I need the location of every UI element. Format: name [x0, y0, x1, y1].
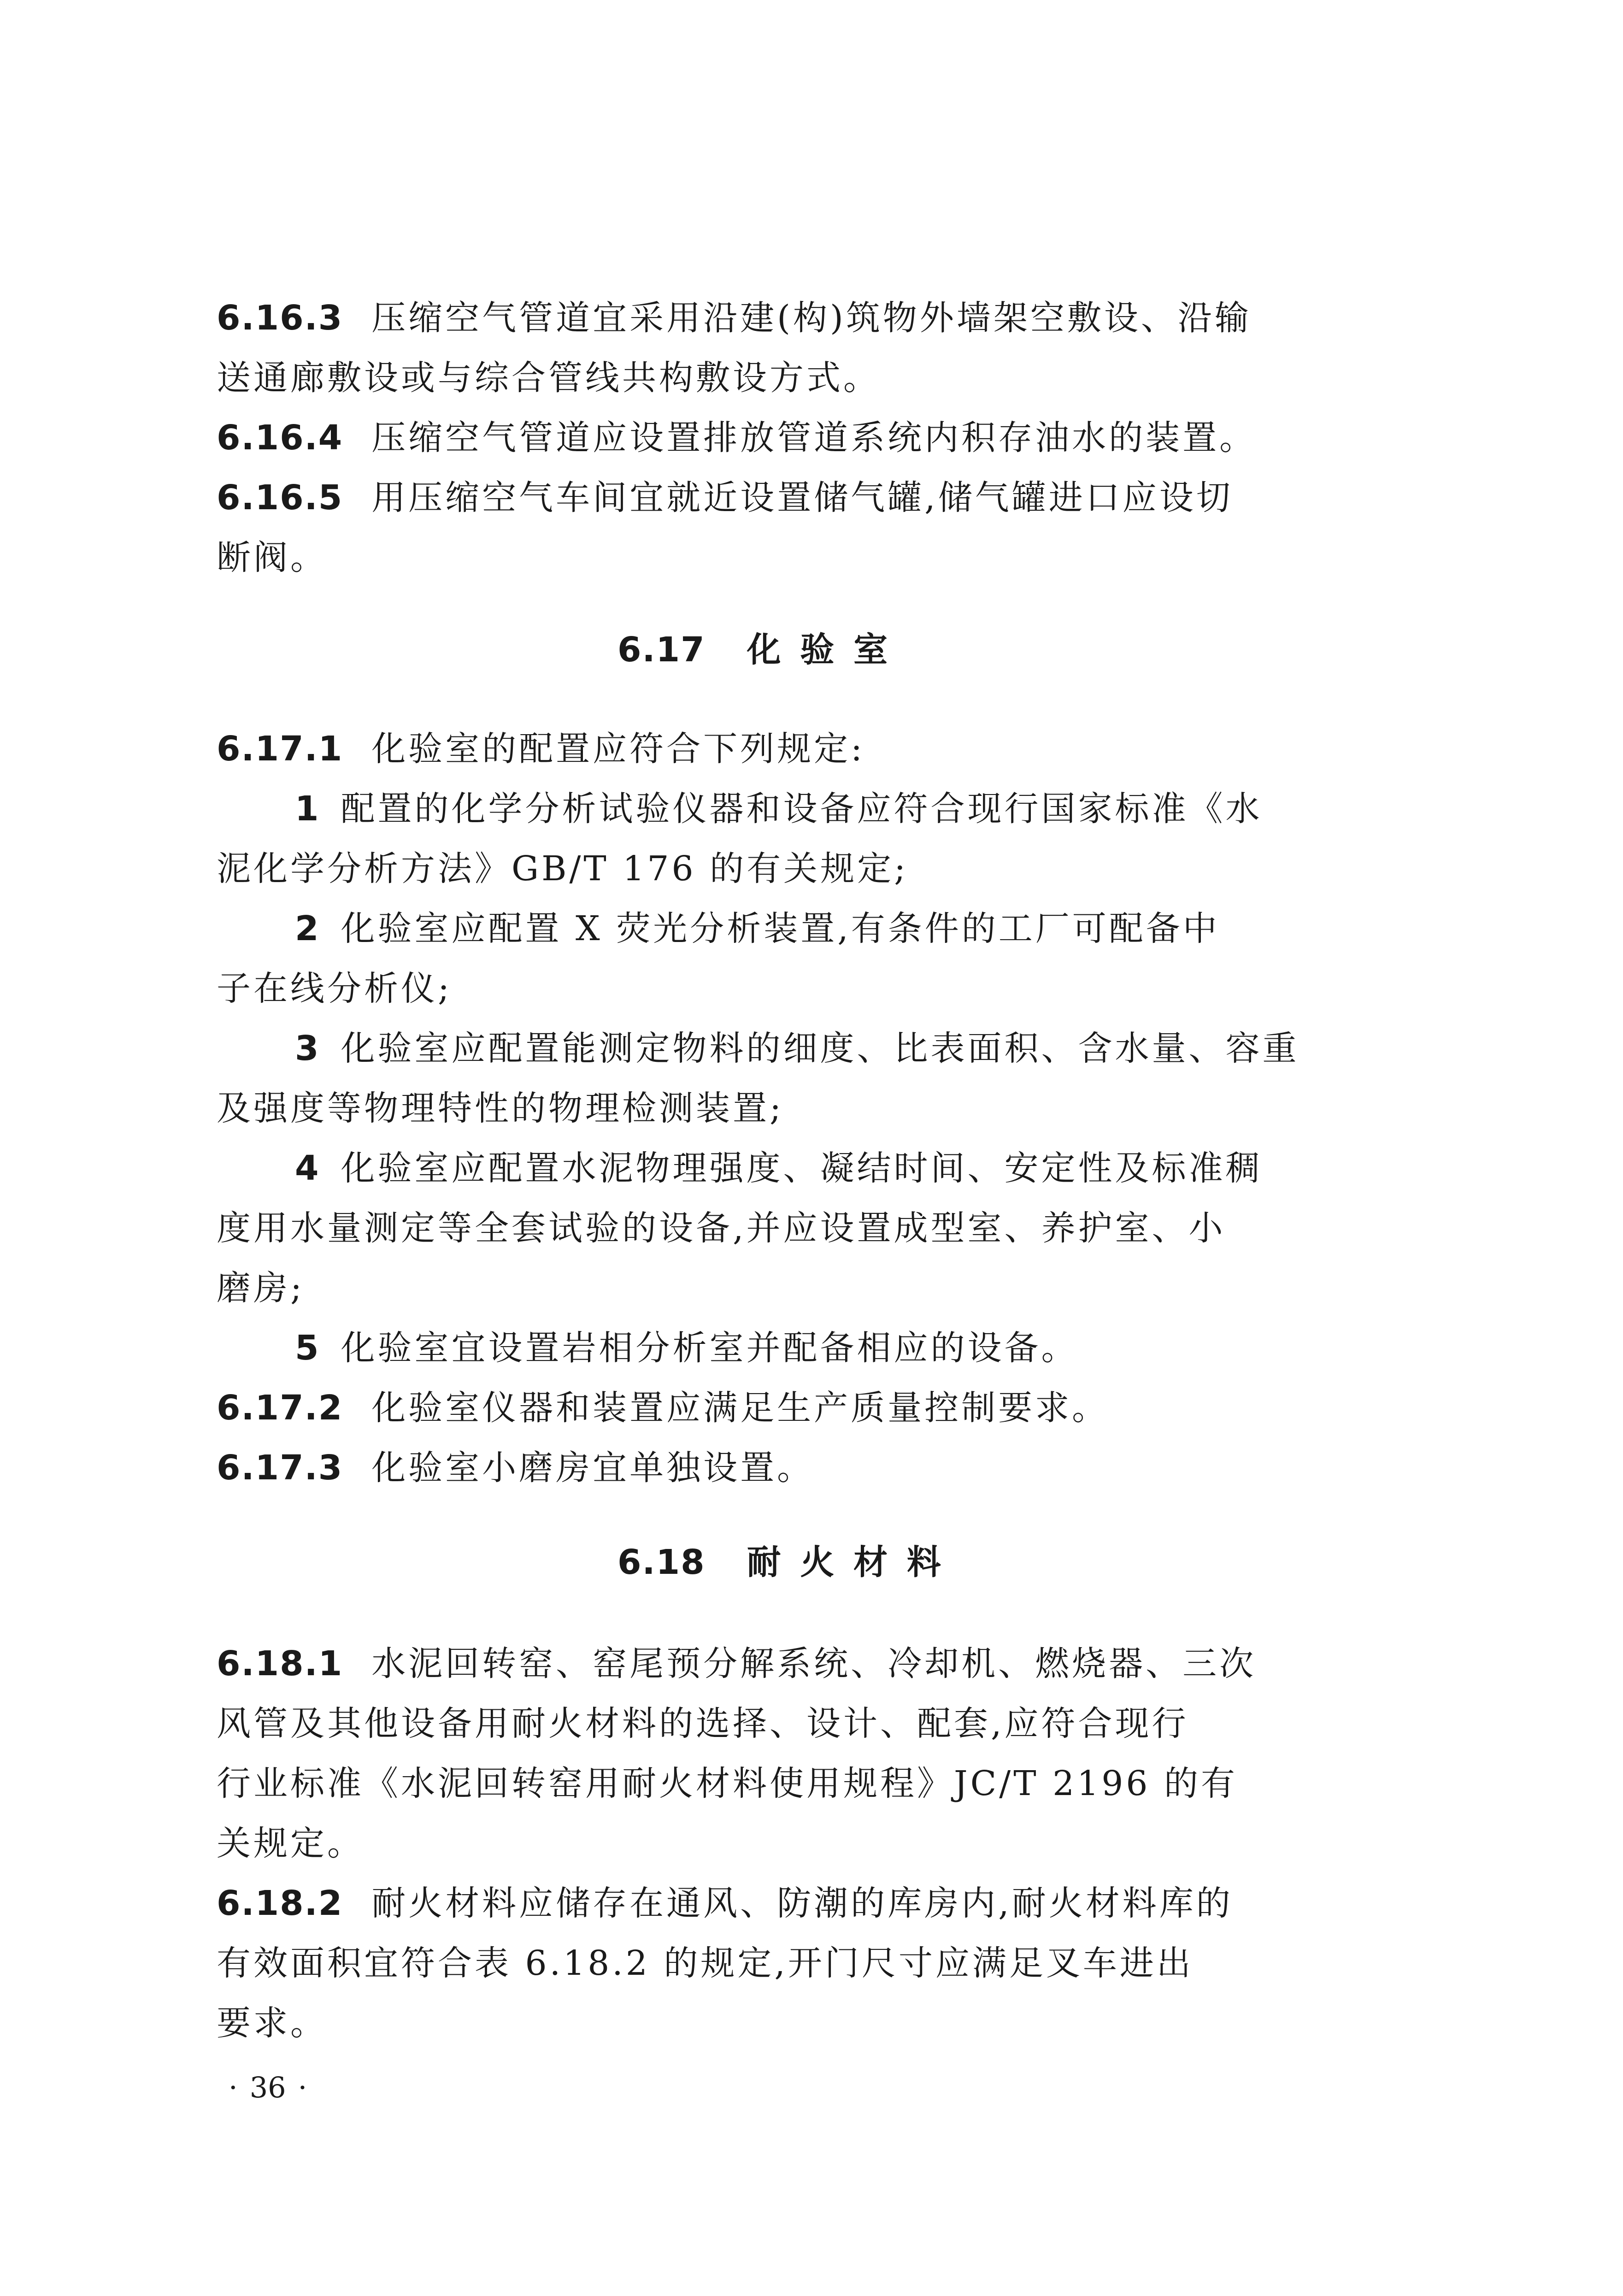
- list-item-text: 化验室应配置 X 荧光分析装置,有条件的工厂可配备中: [341, 909, 1220, 948]
- clause-number: 6.18.2: [217, 1884, 343, 1923]
- list-item-text: 配置的化学分析试验仪器和设备应符合现行国家标准《水: [341, 789, 1263, 829]
- page-number: [217, 2069, 319, 2106]
- clause-text: 用压缩空气车间宜就近设置储气罐,储气罐进口应设切: [371, 478, 1233, 518]
- list-item-number: 5: [295, 1328, 322, 1368]
- list-item-1-line-1: [295, 786, 1263, 832]
- clause-number: 6.16.4: [217, 418, 343, 458]
- section-heading-title: 化 验 室: [747, 630, 892, 670]
- clause-6-17-3-line-1: [217, 1445, 814, 1491]
- clause-text: 压缩空气管道宜采用沿建(构)筑物外墙架空敷设、沿输: [371, 298, 1252, 338]
- clause-6-16-5-line-1: [217, 475, 1233, 521]
- clause-6-16-3-line-1: [217, 295, 1252, 341]
- clause-number: 6.16.5: [217, 478, 343, 518]
- list-item-text: 磨房;: [217, 1268, 305, 1308]
- list-item-3-line-2: [217, 1085, 784, 1131]
- clause-6-18-2-line-3: [217, 2000, 327, 2046]
- list-item-number: 3: [295, 1029, 322, 1068]
- clause-number: 6.17.1: [217, 729, 343, 769]
- list-item-number: 2: [295, 909, 322, 948]
- clause-text: 耐火材料应储存在通风、防潮的库房内,耐火材料库的: [371, 1884, 1233, 1923]
- list-item-4-line-3: [217, 1265, 305, 1311]
- clause-number: 6.16.3: [217, 298, 343, 338]
- list-item-3-line-1: [295, 1025, 1300, 1071]
- clause-6-16-5-line-2: [217, 535, 327, 581]
- clause-6-18-1-line-2: [217, 1701, 1189, 1747]
- list-item-1-line-2: [217, 846, 908, 892]
- list-item-text: 化验室应配置能测定物料的细度、比表面积、含水量、容重: [341, 1029, 1300, 1068]
- clause-text: 行业标准《水泥回转窑用耐火材料使用规程》JC/T 2196 的有: [217, 1764, 1238, 1803]
- list-item-4-line-1: [295, 1145, 1263, 1191]
- clause-6-18-2-line-1: [217, 1880, 1233, 1926]
- clause-text: 水泥回转窑、窑尾预分解系统、冷却机、燃烧器、三次: [371, 1644, 1257, 1684]
- clause-text: 有效面积宜符合表 6.18.2 的规定,开门尺寸应满足叉车进出: [217, 1943, 1194, 1983]
- section-heading-6-18: [617, 1539, 945, 1585]
- page-number-value: 36: [249, 2071, 286, 2104]
- clause-text: 送通廊敷设或与综合管线共构敷设方式。: [217, 358, 880, 398]
- list-item-number: 4: [295, 1148, 322, 1188]
- list-item-text: 度用水量测定等全套试验的设备,并应设置成型室、养护室、小: [217, 1208, 1226, 1248]
- clause-6-16-4-line-1: [217, 415, 1256, 461]
- page-number-dot-right: ·: [298, 2071, 307, 2104]
- clause-text: 风管及其他设备用耐火材料的选择、设计、配套,应符合现行: [217, 1704, 1189, 1743]
- page-number-dot-left: ·: [229, 2071, 238, 2104]
- list-item-text: 化验室宜设置岩相分析室并配备相应的设备。: [341, 1328, 1078, 1368]
- clause-6-18-1-line-1: [217, 1641, 1256, 1687]
- clause-text: 化验室的配置应符合下列规定:: [371, 729, 865, 769]
- list-item-4-line-2: [217, 1205, 1226, 1251]
- list-item-text: 化验室应配置水泥物理强度、凝结时间、安定性及标准稠: [341, 1148, 1263, 1188]
- section-heading-6-17: [617, 627, 891, 673]
- clause-6-16-3-line-2: [217, 355, 880, 401]
- clause-text: 要求。: [217, 2003, 327, 2043]
- clause-6-18-1-line-4: [217, 1820, 364, 1866]
- section-heading-number: 6.18: [617, 1542, 706, 1582]
- clause-6-18-1-line-3: [217, 1760, 1238, 1807]
- clause-6-17-1-line-1: [217, 726, 865, 772]
- clause-text: 关规定。: [217, 1824, 364, 1863]
- clause-number: 6.17.3: [217, 1448, 343, 1488]
- clause-text: 压缩空气管道应设置排放管道系统内积存油水的装置。: [371, 418, 1257, 458]
- clause-6-17-2-line-1: [217, 1385, 1109, 1431]
- clause-text: 化验室仪器和装置应满足生产质量控制要求。: [371, 1388, 1109, 1428]
- list-item-text: 泥化学分析方法》GB/T 176 的有关规定;: [217, 849, 909, 889]
- section-heading-number: 6.17: [617, 630, 706, 670]
- clause-6-18-2-line-2: [217, 1940, 1194, 1986]
- clause-text: 断阀。: [217, 538, 327, 577]
- clause-text: 化验室小磨房宜单独设置。: [371, 1448, 814, 1488]
- list-item-text: 及强度等物理特性的物理检测装置;: [217, 1089, 784, 1128]
- clause-number: 6.18.1: [217, 1644, 343, 1684]
- list-item-5-line-1: [295, 1325, 1078, 1371]
- clause-number: 6.17.2: [217, 1388, 343, 1428]
- section-heading-title: 耐 火 材 料: [747, 1542, 945, 1582]
- list-item-text: 子在线分析仪;: [217, 969, 452, 1008]
- list-item-number: 1: [295, 789, 322, 829]
- list-item-2-line-2: [217, 965, 452, 1012]
- list-item-2-line-1: [295, 906, 1220, 952]
